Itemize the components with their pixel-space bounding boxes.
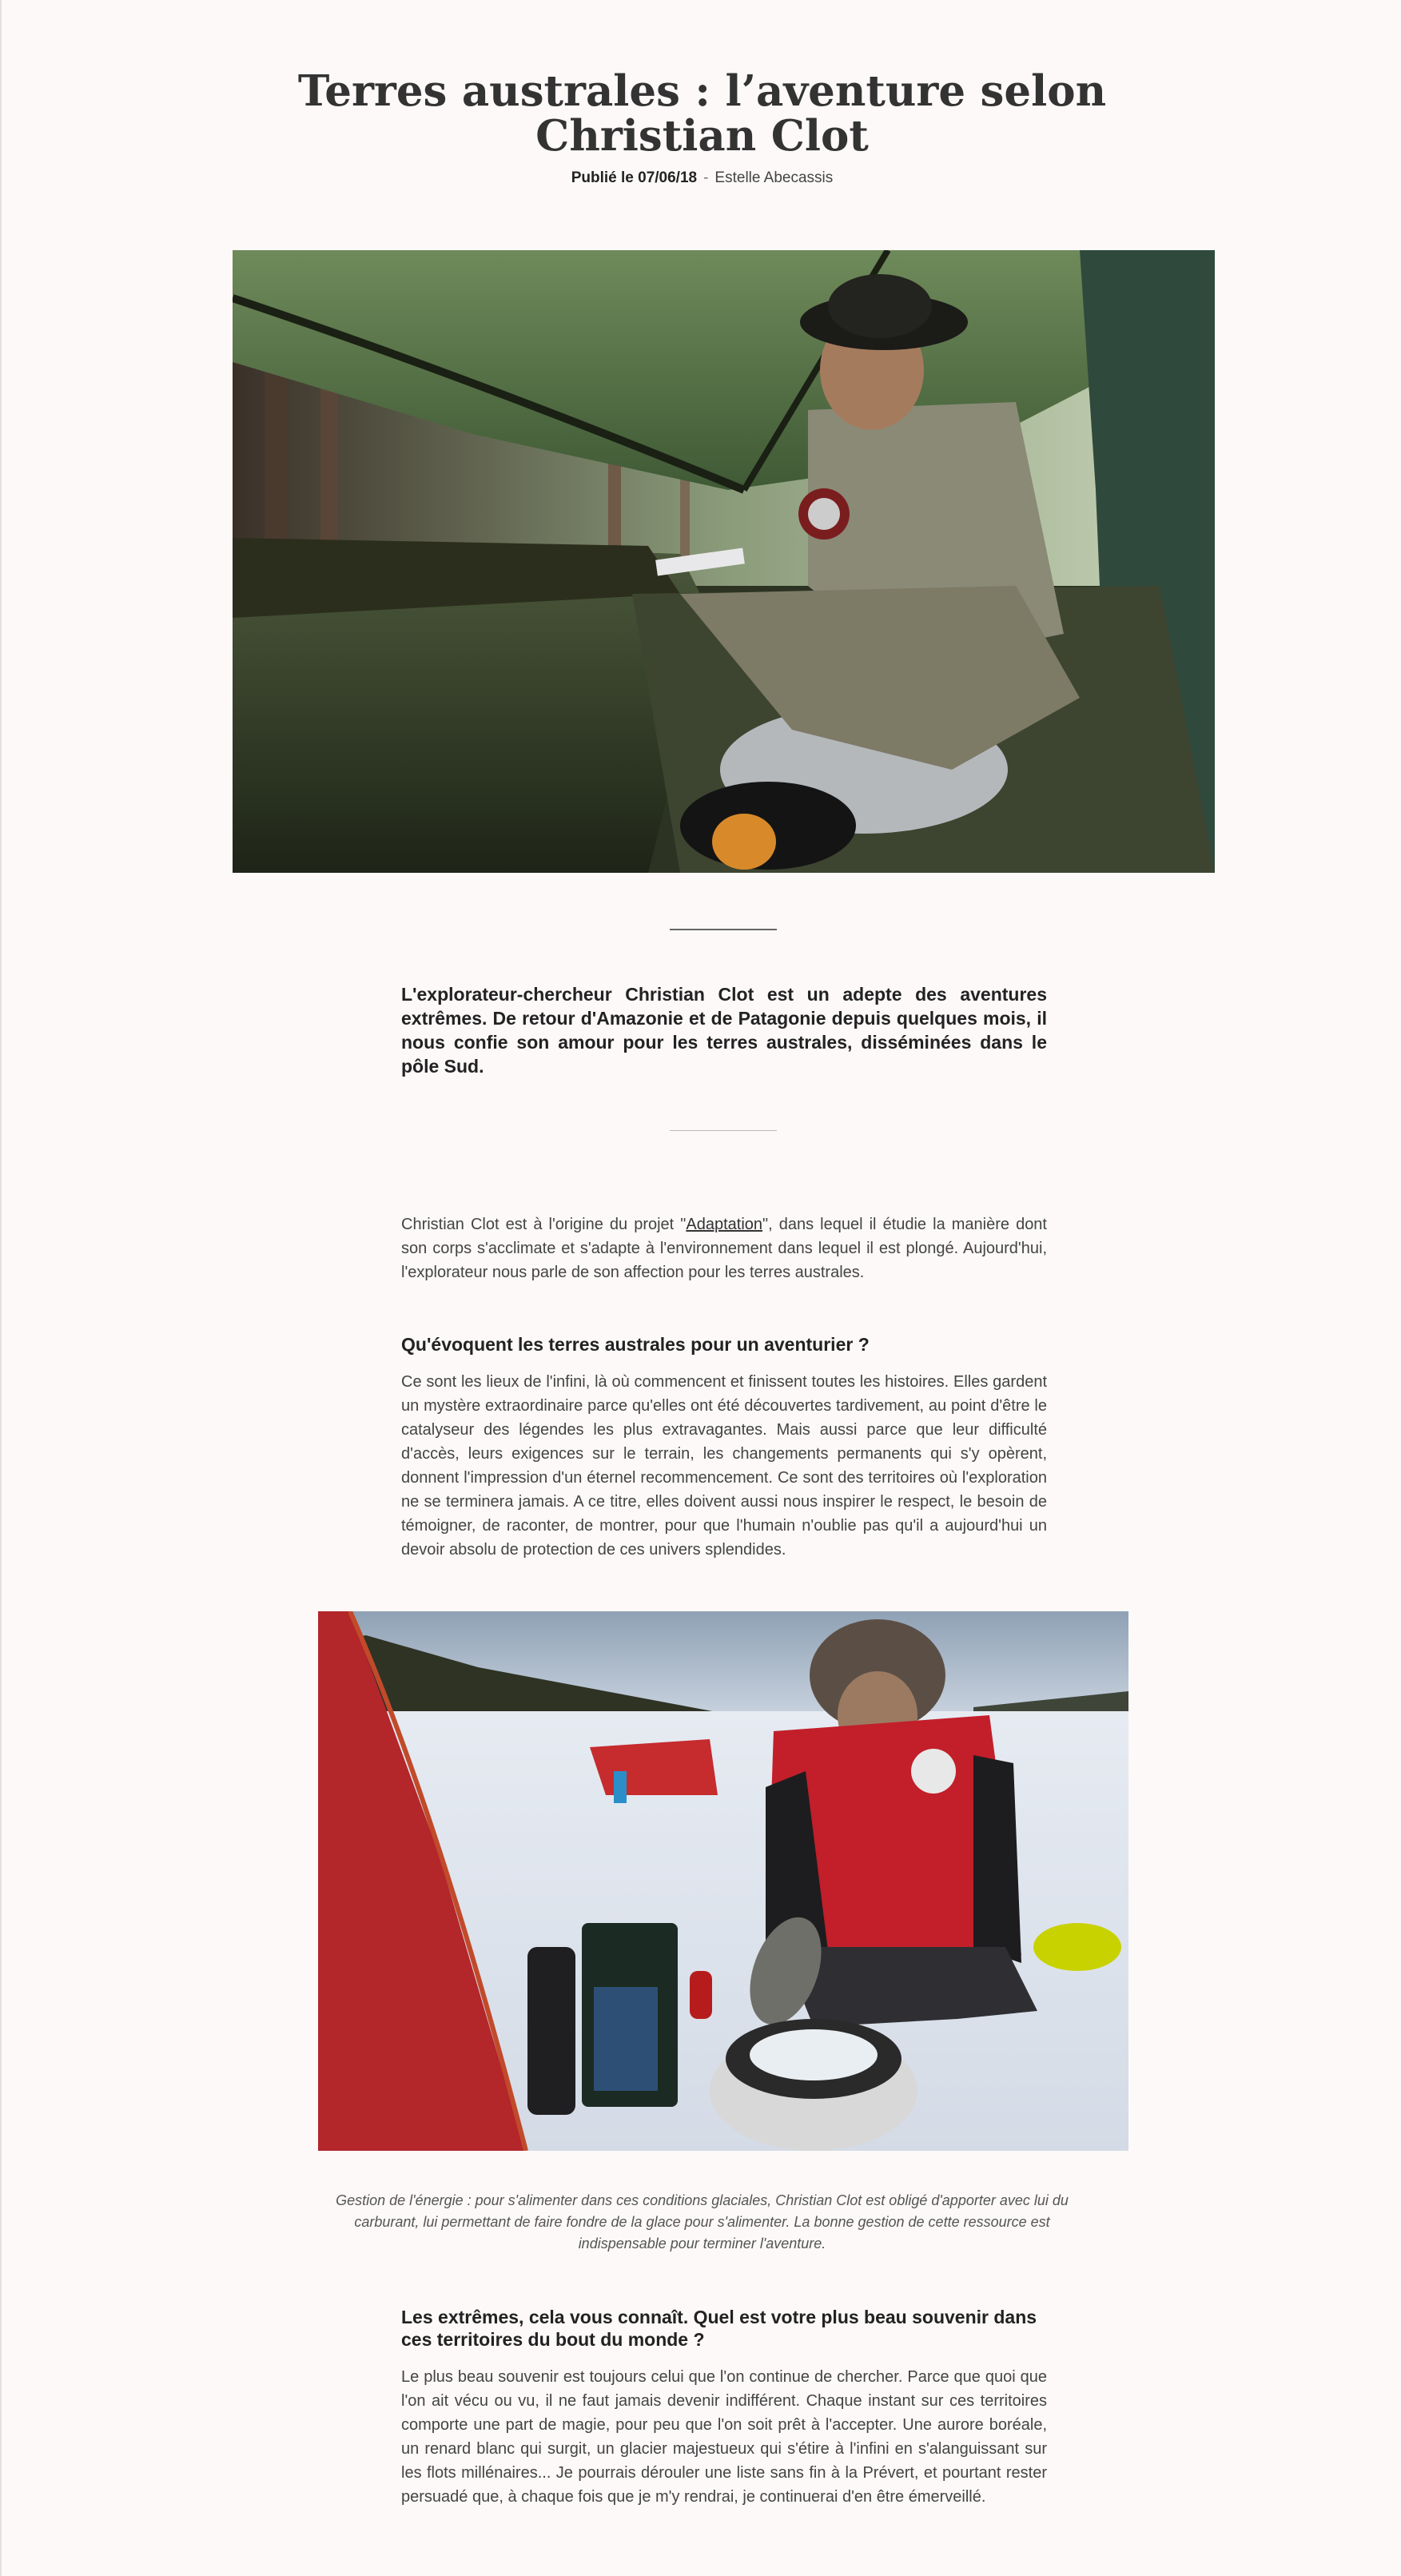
lead-divider-top [670,929,777,930]
article-byline [241,169,1163,187]
article-lead: L'explorateur-chercheur Christian Clot est un adepte des aventures extrêmes. De retour d'Amazonie et de Patagonie depuis quelques mois, il nous confie son amour pour les terres australes, disséminées dans le pôle Sud. [401,984,1047,1077]
lead-divider-bottom [670,1130,777,1131]
answer-paragraph-1: Ce sont les lieux de l'infini, là où commencent et finissent toutes les histoires. Elles gardent un mystère extraordinaire parce qu'elles ont été découvertes tardivement, au point d'être le catalyseur des légendes les plus extravagantes. Mais aussi parce que leur difficulté d'accès, leurs exigences sur le terrain, les changements permanents qui s'y opèrent, donnent l'impression d'un éternel recommencement. Ce sont des territoires où l'exploration ne se terminera jamais. A ce titre, elles doivent aussi nous inspirer le respect, le besoin de témoigner, de raconter, de montrer, pour que l'humain n'oublie pas qu'il a aujourd'hui un devoir absolu de protection de ces univers splendides. [401,1373,1047,1559]
question-heading-2: Les extrêmes, cela vous connaît. Quel est votre plus beau souvenir dans ces territoires du bout du monde ? [401,2307,1037,2350]
publish-date: Publié le 07/06/18 [571,169,698,186]
intro-text-end: ", dans lequel il étudie la manière dont son corps s'acclimate et s'adapte à l'environnement dans lequel il est plongé. Aujourd'hui, l'explorateur nous parle de son affection pour les terres australes. [401,1216,1047,1281]
byline-separator: - [703,169,709,186]
question-heading-1: Qu'évoquent les terres australes pour un aventurier ? [401,1334,870,1355]
intro-paragraph [401,1212,1047,1284]
intro-text-start: Christian Clot est à l'origine du projet " [401,1216,687,1233]
article-title: Terres australes : l’aventure selon Christian Clot [297,66,1107,161]
image-caption: Gestion de l'énergie : pour s'alimenter dans ces conditions glaciales, Christian Clot est obligé d'apporter avec lui du carburant, lui permettant de faire fondre de la glace pour s'alimenter. La bonne gestion de cette ressource est indispensable pour terminer l'aventure. [336,2192,1069,2252]
author-link[interactable]: Estelle Abecassis [714,169,834,186]
snow-image [318,1611,1128,2151]
adaptation-link[interactable]: Adaptation [686,1216,763,1233]
hero-image [233,250,1215,873]
snow-camp-photo-icon [318,1611,1128,2151]
answer-paragraph-2: Le plus beau souvenir est toujours celui que l'on continue de chercher. Parce que quoi que l'on ait vécu ou vu, il ne faut jamais devenir indifférent. Chaque instant sur ces territoires comporte une part de magie, pour peu que l'on soit prêt à l'accepter. Une aurore boréale, un renard blanc qui surgit, un glacier majestueux qui s'étire à l'infini en s'alanguissant sur les flots millénaires... Je pourrais dérouler une liste sans fin à la Prévert, et pourtant rester persuadé que, à chaque fois que je m'y rendrai, je continuerai d'en être émerveillé. [401,2368,1047,2506]
jungle-hammock-photo-icon [233,250,1215,873]
